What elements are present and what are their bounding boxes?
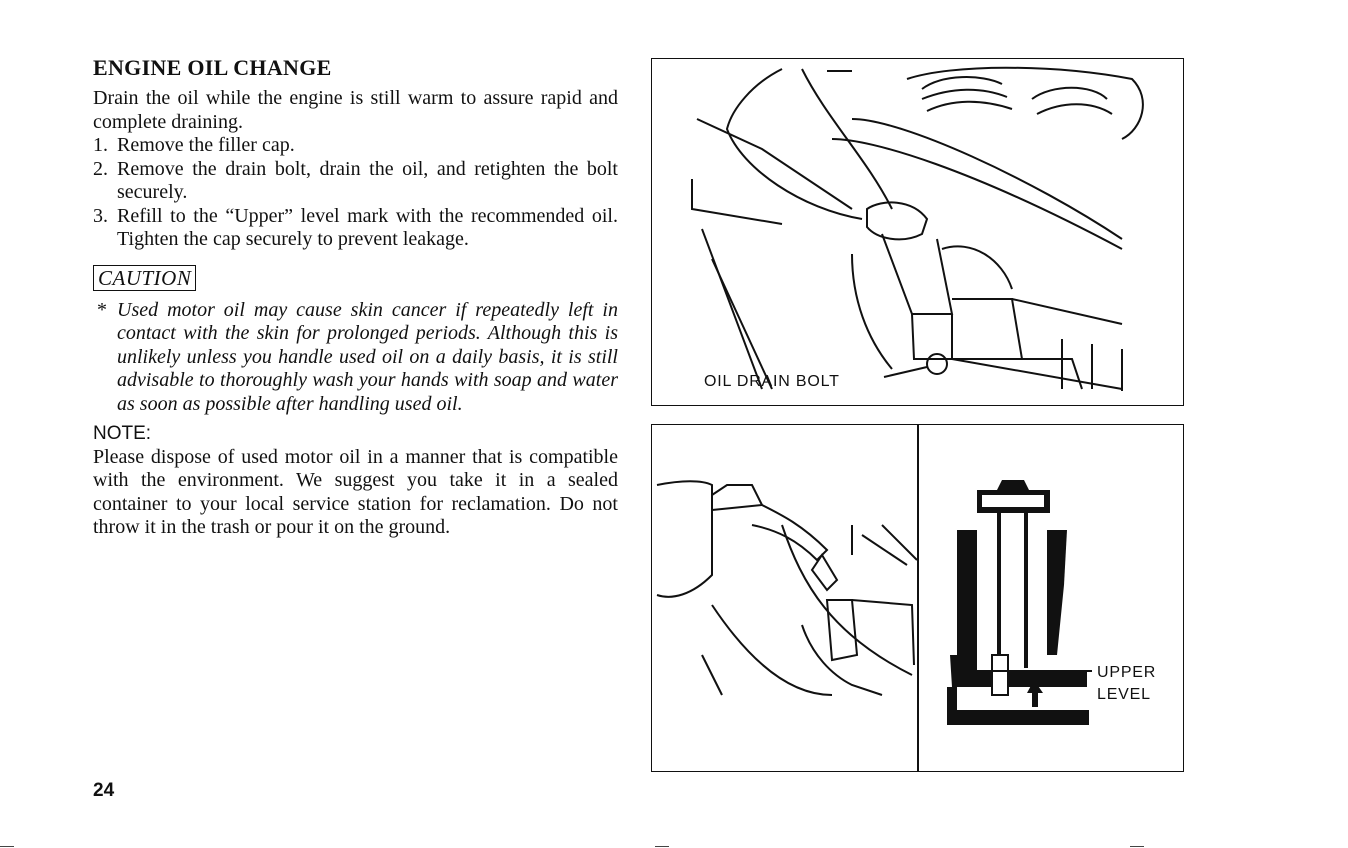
refill-figure	[651, 424, 1184, 772]
caution-section	[93, 265, 618, 417]
caution-item	[93, 299, 618, 417]
step-item	[93, 158, 618, 205]
step-number: 2.	[93, 157, 108, 180]
oil-drain-figure	[651, 58, 1184, 406]
section-heading: ENGINE OIL CHANGE	[93, 55, 332, 80]
page-number: 24	[93, 780, 115, 801]
step-text: Refill to the “Upper” level mark with the recommended oil. Tighten the cap securely to prevent leakage.	[117, 204, 618, 250]
step-number: 3.	[93, 204, 108, 227]
bullet-icon: *	[97, 298, 107, 321]
step-item	[93, 205, 618, 252]
caution-label: CAUTION	[93, 265, 196, 291]
upper-label: UPPER	[1097, 664, 1157, 681]
note-paragraph: Please dispose of used motor oil in a manner that is compatible with the environment. We suggest you take it in a sealed container to your local service station for reclamation. Do not throw it in the trash or pour it on the ground.	[93, 445, 618, 538]
step-text: Remove the filler cap.	[117, 134, 295, 156]
figure-divider	[917, 425, 919, 771]
note-label: NOTE:	[93, 423, 152, 444]
intro-paragraph: Drain the oil while the engine is still warm to assure rapid and complete draining.	[93, 87, 618, 133]
caution-list	[93, 299, 618, 417]
step-text: Remove the drain bolt, drain the oil, and retighten the bolt securely.	[117, 157, 618, 203]
edge-mark	[655, 846, 669, 847]
caution-text: Used motor oil may cause skin cancer if repeatedly left in contact with the skin for prolonged periods. Although this is unlikely unless you handle used oil on a daily basis, it is still advisable to thoroughly wash your hands with soap and water as soon as possible after handling used oil.	[117, 298, 618, 415]
steps-list	[93, 134, 618, 252]
oil-drain-bolt-label: OIL DRAIN BOLT	[704, 373, 840, 390]
oil-drain-illustration	[652, 59, 1183, 405]
edge-mark	[1130, 846, 1144, 847]
step-item	[93, 134, 618, 158]
text-column	[93, 55, 618, 540]
step-number: 1.	[93, 134, 108, 156]
level-label: LEVEL	[1097, 686, 1151, 703]
edge-mark	[0, 846, 14, 847]
